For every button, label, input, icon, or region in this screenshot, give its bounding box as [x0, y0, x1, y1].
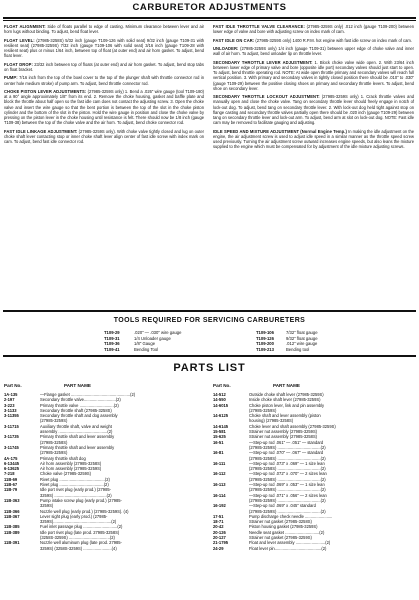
title-divider [3, 17, 416, 19]
adjustment-text: (27985-3259S only) 1. Crack throttle valves and manually open and close the choke valve. Tang on secondary throttle lever should freely engage in notch of lock-out dog. To adjust, bend tang on secondary throttle lever. 2. With lock-out dog held tight against stop on flange casting and secondary throttle valves partially open there should be .020 inch (gauge T109-29) between tang on secondary throttle lever and lock-out arm. To adjust, bend arm at slot on lock-out dog. NOTE: Fast idle cam may be removed to facilitate gauging and adjusting. [213, 94, 415, 126]
part-number: 3-223 [4, 402, 15, 408]
part-number: 15-581 [213, 429, 226, 435]
parts-list-left [4, 392, 206, 551]
part-name: 9/32" float gauge [286, 335, 318, 341]
part-name: Lever sight plug (early prod.) (27985- 3259S)...................................................(2) [40, 513, 117, 525]
part-name-header: PART NAME [273, 383, 300, 388]
part-name: —Step-up rod .071" x .056" — 2 sizes lean (27985-3259S) ......................................(2) [249, 492, 327, 503]
part-number: T109-106 [256, 330, 274, 335]
part-name: —Step-up rod .061" — .051" — standard (27985-3259S) ......................................(2) [249, 439, 326, 450]
parts-row [4, 413, 206, 424]
part-name: Piston housing gasket (27985-3259S) [249, 524, 318, 530]
part-number: 2-197 [4, 397, 15, 403]
adjustment-paragraph [213, 38, 414, 43]
part-number: 7-218 [4, 471, 15, 477]
part-number: 16-112 [213, 471, 226, 477]
parts-row [213, 503, 415, 514]
part-number: 3-11735 [4, 434, 19, 440]
part-name: —Step-up rod .069" x .053" — 1 size lean (27985-3259S) ......................................(2) [249, 482, 326, 493]
part-number: 16-51 [213, 439, 224, 445]
adjustment-paragraph [213, 60, 414, 92]
tools-divider [3, 310, 416, 312]
parts-list-right [213, 392, 415, 551]
parts-row [4, 424, 206, 435]
part-name: .020" — .030" wire gauge [134, 330, 182, 335]
part-number: T109-41 [104, 346, 120, 352]
parts-row [213, 450, 415, 461]
part-name: Idle port rivet plug (early prod.) (27985- 3259S) ..............................................(2) [40, 487, 112, 498]
adjustment-paragraph [213, 129, 414, 150]
adjustment-subheading: (Normal Engine Temp.) [300, 128, 347, 134]
part-number: T109-126 [256, 335, 274, 341]
parts-row [4, 445, 206, 456]
adjustment-heading: PUMP: [4, 75, 18, 81]
adjustment-heading: IDLE SPEED AND MIXTURE ADJUSTMENT [213, 128, 300, 134]
part-name: —Step-up rod .073" x .069" — 1 size lean (27985-3258S) ......................................(2) [249, 460, 326, 472]
part-name: Primary throttle shaft dog [40, 455, 86, 461]
part-name: Choke valve (27985-3259S) [40, 471, 91, 477]
part-name: Needle seat gasket ..............................(2) [249, 529, 325, 535]
part-number: 3-11745 [4, 444, 19, 450]
adjustment-text: 7/16 inch from the top of the bowl cover to the top of the plunger shaft with throttle connector rod in center hole medium stroke) of pump arm. To adjust, bend throttle connector rod. [4, 75, 204, 86]
part-number: 11B-366 [4, 508, 20, 514]
parts-row [4, 530, 206, 541]
tools-section-title: TOOLS REQUIRED FOR SERVICING CARBURETERS [113, 317, 306, 324]
part-name: .012" wire gauge [286, 341, 318, 347]
part-number: 14-6015 [213, 402, 229, 408]
tool-row [104, 347, 181, 353]
part-number: 14-6145 [213, 423, 229, 429]
part-name: Bending Tool [134, 346, 159, 352]
part-number: 24-29 [213, 545, 224, 551]
part-name: Rivet plug .......................................(2) [40, 482, 109, 488]
parts-section-title: PARTS LIST [173, 362, 246, 374]
adjustment-paragraph [213, 46, 414, 57]
adjustment-text: (27985-3259S only) 1/4 inch (gauge T109-31) between upper edge of choke valve and inner wall of air horn. To adjust, bend unloader lip on throttle lever. [213, 45, 414, 57]
part-number: 20-127 [213, 535, 226, 541]
parts-row [213, 413, 415, 424]
part-number: T109-213 [256, 346, 274, 352]
part-name: Choke lever and shaft assembly (27985-3259S) [249, 423, 336, 429]
part-number: 11B-389 [4, 529, 20, 535]
part-number: 11B-391 [4, 540, 20, 546]
part-number: 14-550 [213, 397, 226, 403]
part-number: 11B-385 [4, 524, 20, 530]
part-name: Choke shaft and lever assembly (piston housing) (27985-3258S) [249, 413, 321, 424]
parts-row [4, 514, 206, 525]
adjustment-heading: FAST IDLE THROTTLE VALVE CLEARANCE: [213, 24, 305, 29]
adjustment-paragraph [4, 129, 204, 145]
part-name: Inside choke shaft lever (27985-3259S) [249, 397, 321, 403]
adjustment-heading: SECONDARY THROTTLE LOCKOUT ADJUSTMENT: [213, 94, 320, 100]
part-name: Pump discharge check needle ........................ [249, 513, 333, 519]
part-number: 15-625 [213, 434, 226, 440]
adjustment-text: Side of floats parallel to edge of casting. Minimum clearance between lever and air horn lugs without binding. To adjust, bend float lever. [4, 24, 204, 35]
adjustment-text: (27985-3258S) 5/32 inch (gauge T109-126 with solid seat) 9/32 inch (gauge T109-31 with resilient seat) (27985-3259S) 7/32 inch (gauge T109-106 with solid seat) 3/16 inch (gauge T109-28 with resilient seat) plus or minus 1/64 inch, between top of float (at outer end) and air horn gasket. To adjust, bend float lever. [4, 37, 204, 59]
page-title: CARBURETOR ADJUSTMENTS [132, 2, 287, 13]
adjustment-heading: FAST IDLE ON CAR: [213, 37, 255, 43]
part-number: T109-200 [256, 341, 274, 347]
part-number: 21-1795 [213, 540, 229, 546]
part-name: Strainer nut assembly (27985-3258S) [249, 434, 318, 440]
adjustment-text: 23/32 inch between top of floats (at outer end) and air horn gasket. To adjust, bend stop tabs on float bracket. [4, 61, 204, 72]
part-name: Secondary throttle shaft and dog assembly (27985-3259S) [40, 413, 118, 424]
part-name: Nozzle well plug (early prod.) (27985-3259S). (4) [40, 508, 129, 514]
part-name: Air horn assembly (27985-3259S) [40, 466, 102, 472]
part-number: 3-11715 [4, 423, 19, 429]
parts-row [213, 493, 415, 504]
adjustment-heading: UNLOADER: [213, 45, 239, 51]
parts-row [4, 540, 206, 551]
part-number: 16-113 [213, 482, 226, 488]
part-number: 6-13445 [4, 460, 20, 466]
adjustment-paragraph [213, 24, 414, 35]
parts-row [213, 403, 415, 414]
parts-row [213, 482, 415, 493]
adjustment-paragraph [4, 38, 204, 59]
part-number: 4A-175 [4, 455, 18, 461]
part-name: Auxiliary throttle shaft, valve and weight assembly ...........................................(2) [40, 423, 113, 435]
part-number: 1A-135 [4, 392, 18, 397]
part-number: 3-11355 [4, 413, 19, 419]
adjustment-text: (27985-3259S only) .012 inch (gauge T109-200) between lower edge of valve and bore with adjusting screw on index mark of cam. [213, 24, 414, 35]
part-name: Float and lever assembly ..........................(2) [249, 540, 331, 546]
adjustment-text: 1. Block choke valve wide open. 2. With 23/64 inch between lower edge of primary valve and bore (opposite idle port) secondary valves should just start to open. To adjust, bend throttle operating rod. NOTE: At wide open throttle primary and secondary valves will reach full vertical position. 3. With primary and secondary valves in tightly closed position there should be .010" to .030" (gauge T109-29) between the positive closing shoes on primary and secondary throttle levers. To adjust, bend shoe on secondary lever. [213, 59, 414, 91]
part-number: 16-192 [213, 503, 226, 509]
part-number: 16-111 [213, 460, 226, 466]
adjustment-paragraph [213, 94, 414, 126]
part-name: —Flange gasket ....................................................(2) [40, 392, 136, 397]
part-name: Float lever pin.........................................(2) [249, 545, 327, 551]
parts-row [4, 498, 206, 509]
part-number: 11B-67 [4, 482, 18, 488]
part-no-header: Part No. [4, 383, 22, 388]
part-number: T109-29 [104, 330, 120, 335]
adjustment-heading: SECONDARY THROTTLE LEVER ADJUSTMENT: [213, 59, 313, 65]
adjustment-text: (27985-3259S only). With choke valve tightly closed and lug on outer choke shaft lever contacting stop or inner choke shaft lever align center of fast idle screw with index mark on cam. To adjust, bend fast idle connector rod. [4, 128, 204, 145]
adjustment-paragraph [4, 62, 204, 73]
part-name: Air horn assembly (27985-3258S) [40, 460, 102, 466]
part-number: T109-31 [104, 335, 120, 341]
part-number: 17-51 [213, 513, 224, 519]
parts-row [213, 461, 415, 472]
parts-divider [3, 355, 416, 357]
part-number: 6-13625 [4, 466, 20, 472]
parts-row [213, 440, 415, 451]
part-no-header: Part No. [213, 383, 231, 388]
adjustment-heading: CHOKE PISTON LEVER ADJUSTMENTS: [4, 88, 87, 94]
adjustment-text: (27985-3259S only) 1400 R.P.M. hot engine with fast idle screw on index mark of cam. [255, 37, 412, 43]
part-name: Rivet plug ........................................(2) [40, 476, 110, 482]
part-number: 16-81 [213, 450, 224, 456]
part-name: Primary throttle valve ..............................(2) [40, 402, 119, 408]
adjustments-right-column [213, 24, 414, 153]
part-name: Nozzle well aluminum plug (late prod. 27985- 3259S) (3258S-3259S) .........................(4) [40, 540, 122, 551]
part-name: Fuel inlet passage plug ..............................(2) [40, 524, 123, 530]
tools-list-left [104, 330, 181, 352]
part-number: 11B-69 [4, 476, 18, 482]
parts-row [4, 487, 206, 498]
adjustment-paragraph [4, 24, 204, 35]
part-number: 11B-367 [4, 513, 20, 519]
part-name: —Step-up rod .070" — .067" — standard (27985-3258S) ......................................(2) [249, 450, 326, 461]
parts-row [213, 471, 415, 482]
adjustment-heading: FLOAT DROP: [4, 61, 33, 67]
adjustment-paragraph [4, 89, 204, 126]
adjustment-paragraph [4, 75, 204, 86]
part-name: Choke piston lever, link and pin assembly (27985-3259S) [249, 402, 325, 413]
part-name: Bending tool [286, 346, 310, 352]
adjustment-heading: FAST IDLE LINKAGE ADJUSTMENT: [4, 128, 78, 134]
adjustments-left-column [4, 24, 204, 148]
part-name: Strainer nut assembly (27985-3259S) [249, 429, 318, 435]
part-number: 20-42 [213, 524, 224, 530]
part-name: —Step-up rod .072" x .070" — 2 sizes lean (27985-3258S) ......................................(2) [249, 471, 327, 482]
adjustment-text: In making the idle adjustment on the engine, the air adjustment screw is used to adjust idle speed in a similar manner as the throttle speed screw used previously. Turning the air adjustment screw outward increases engine speeds, but also leans the mixture supplied to the engine which must be compensated for by adjustment of the idle mixture adjusting screws. [213, 128, 415, 150]
part-number: 11B-363 [4, 497, 20, 503]
part-name: Outside choke shaft lever (27985-3259S) [249, 392, 324, 397]
adjustment-heading: FLOAT ALIGNMENT: [4, 24, 46, 29]
part-name: 1/4 Unloader gauge [134, 335, 171, 341]
part-name: Strainer nut gasket (27985-3258S) [249, 519, 312, 525]
part-name: Idle port rivet plug (late prod. 27985-3258S) (3258S-3259S) ....................................(2) [40, 529, 120, 541]
parts-row [4, 434, 206, 445]
adjustment-text: (27985-3259S only) 1. Bend a .026" wire gauge (tool T109-180) at a 90° angle approximately 1/8" from its end. 2. Remove the choke housing, gasket and baffle plate and block the throttle about half open so the fast idle cam does not contact the adjusting screw. 3. Open the choke valve and insert the wire gauge so that the bent portion is between the top of the slot in the choke piston cylinder and the bottom of the slot in the piston. Hold the wire gauge in position and close the choke valve by pressing on the piston lever in the choke housing until resistance is felt. There should now be 1/8 inch (gauge T109-38) between the top of the choke valve and the air horn. To adjust, bend choke connector rod. [4, 88, 204, 126]
part-number: 20-126 [213, 529, 226, 535]
part-name: Secondary throttle shaft (27985-3258S) [40, 407, 112, 413]
part-number: T109-36 [104, 341, 120, 347]
part-name-header: PART NAME [64, 383, 91, 388]
part-number: 16-114 [213, 492, 226, 498]
part-name: —Step-up rod .069" x .045" standard (27985-3259S) ......................................(2) [249, 503, 326, 514]
part-name: 7/32" float gauge [286, 330, 318, 335]
adjustment-heading: FLOAT LEVEL: [4, 37, 35, 43]
tool-row [256, 347, 318, 353]
part-name: Pump intake screw plug (early prod.) (27985- 3259S) [40, 497, 122, 509]
part-name: Primary throttle shaft and lever assembly (27985-3258S) [40, 434, 115, 445]
tools-list-right [256, 330, 318, 352]
part-name: Secondary throttle valve............................(2) [40, 397, 121, 403]
part-number: 11B-79 [4, 487, 18, 493]
part-name: 1/8" Gauge [134, 341, 156, 347]
part-number: 14-6125 [213, 413, 229, 419]
part-name: Primary throttle shaft and lever assembly (27985-3259S) [40, 444, 115, 456]
title-divider-thin [3, 20, 416, 21]
part-number: 18-71 [213, 519, 224, 525]
part-number: 14-512 [213, 392, 226, 397]
part-number: 3-1133 [4, 407, 17, 413]
part-name: Strainer nut gasket (27985-3259S) [249, 535, 312, 541]
parts-row [213, 546, 415, 551]
